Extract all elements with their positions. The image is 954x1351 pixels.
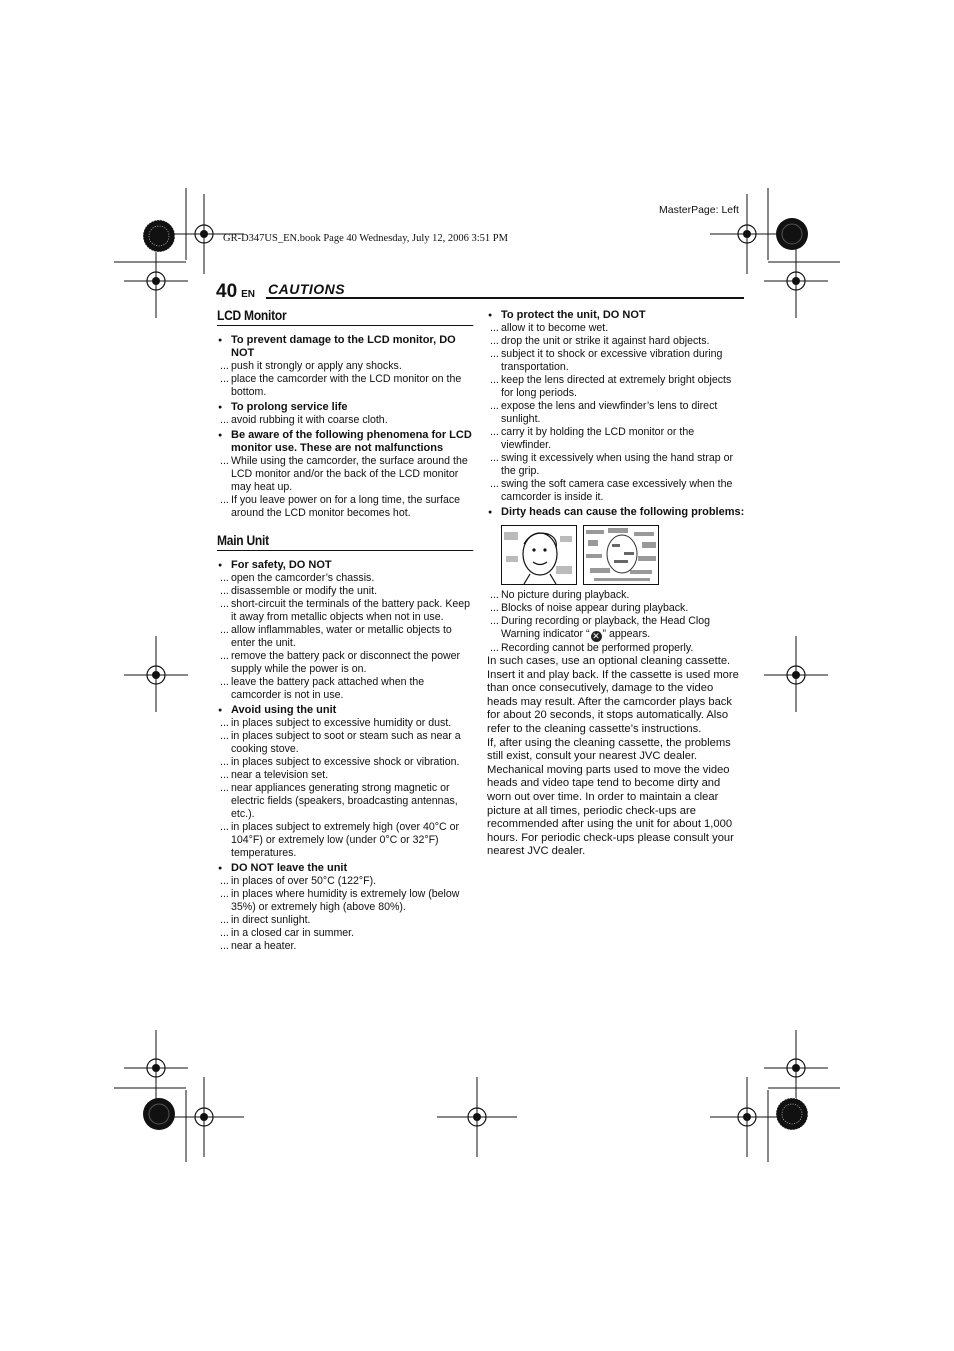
dirty-heads-bullet: ● Dirty heads can cause the following problems: [487, 506, 745, 519]
list-item: ... in places subject to excessive humidity or dust. [217, 717, 475, 730]
paragraph-maintenance: Mechanical moving parts used to move the video heads and video tape tend to become dirty and worn out over time. In order to maintain a clear picture at all times, periodic check-ups are recommended after using the unit for about 1,000 hours. For periodic check-ups please consult your nearest JVC dealer. [487, 763, 734, 858]
list-item: ... Blocks of noise appear during playback. [487, 602, 745, 615]
head-clog-warning-icon: ✕ [592, 631, 600, 641]
list-item: ... If you leave power on for a long time, the surface around the LCD monitor becomes hot. [217, 494, 475, 520]
head-clog-text-post: ” appears. [602, 628, 651, 640]
list-item: ... subject it to shock or excessive vibration during transportation. [487, 348, 745, 374]
list-item: ... Recording cannot be performed properly. [487, 642, 745, 655]
list-item: ... While using the camcorder, the surface around the LCD monitor and/or the back of the LCD monitor may heat up. [217, 455, 475, 494]
list-item: ... in places subject to extremely high (over 40°C or 104°F) or extremely low (under 0°C or 32°F) temperatures. [217, 821, 475, 860]
list-item: ... leave the battery pack attached when the camcorder is not in use. [217, 676, 475, 702]
title-rule [266, 297, 744, 299]
book-info-line: GR-D347US_EN.book Page 40 Wednesday, July 12, 2006 3:51 PM [223, 233, 508, 244]
list-item: ... near appliances generating strong magnetic or electric fields (speakers, broadcasting antennas, etc.). [217, 782, 475, 821]
list-item: ... push it strongly or apply any shocks. [217, 360, 475, 373]
list-item: ... in places of over 50°C (122°F). [217, 875, 475, 888]
list-item: ... in direct sunlight. [217, 914, 475, 927]
list-item: ... remove the battery pack or disconnect the power supply while the power is on. [217, 650, 475, 676]
page-number-value: 40 [216, 281, 238, 302]
list-item: ... place the camcorder with the LCD monitor on the bottom. [217, 373, 475, 399]
masterpage-label: MasterPage: Left [659, 204, 739, 216]
lcd-monitor-heading: LCD Monitor [217, 309, 473, 326]
list-item: ... carry it by holding the LCD monitor or the viewfinder. [487, 426, 745, 452]
list-item: ... keep the lens directed at extremely bright objects for long periods. [487, 374, 745, 400]
list-item: ... in places subject to excessive shock or vibration. [217, 756, 475, 769]
main-unit-heading: Main Unit [217, 534, 473, 551]
list-item: ... in places subject to soot or steam such as near a cooking stove. [217, 730, 475, 756]
illustration-no-picture [501, 525, 577, 585]
list-item: ... avoid rubbing it with coarse cloth. [217, 414, 475, 427]
list-item-head-clog [487, 615, 745, 642]
paragraph-cleaning: In such cases, use an optional cleaning cassette. Insert it and play back. If the cassette is used more than once consecutively, damage to the video heads may result. After the camcorder plays back for about 20 seconds, it stops automatically. Also refer to the cleaning cassette’s instructions. [487, 655, 739, 735]
dirty-heads-illustrations [501, 525, 745, 585]
list-item: ... drop the unit or strike it against hard objects. [487, 335, 745, 348]
list-item: ... allow inflammables, water or metallic objects to enter the unit. [217, 624, 475, 650]
list-item: ... swing it excessively when using the hand strap or the grip. [487, 452, 745, 478]
list-item: ... No picture during playback. [487, 589, 745, 602]
list-item: ... expose the lens and viewfinder’s lens to direct sunlight. [487, 400, 745, 426]
main-bullet-1: ● For safety, DO NOT [217, 559, 475, 572]
list-item: ... near a heater. [217, 940, 475, 953]
list-item: ... short-circuit the terminals of the battery pack. Keep it away from metallic objects when not in use. [217, 598, 475, 624]
head-clog-text-pre: During recording or playback, the Head Clog Warning indicator “ [501, 615, 711, 640]
illustration-noise-blocks [583, 525, 659, 585]
lcd-bullet-2: ● To prolong service life [217, 401, 475, 414]
list-item: ... near a television set. [217, 769, 475, 782]
list-item: ... allow it to become wet. [487, 322, 745, 335]
lcd-bullet-1: ● To prevent damage to the LCD monitor, DO NOT [217, 334, 475, 360]
section-title: CAUTIONS [268, 281, 346, 297]
page-number [216, 281, 255, 303]
list-item: ... disassemble or modify the unit. [217, 585, 475, 598]
list-item: ... in a closed car in summer. [217, 927, 475, 940]
list-item: ... in places where humidity is extremely low (below 35%) or extremely high (above 80%). [217, 888, 475, 914]
list-item: ... swing the soft camera case excessively when the camcorder is inside it. [487, 478, 745, 504]
main-bullet-2: ● Avoid using the unit [217, 704, 475, 717]
paragraph-problems: If, after using the cleaning cassette, the problems still exist, consult your nearest JVC dealer. [487, 736, 731, 763]
language-code: EN [241, 289, 256, 300]
left-column [217, 307, 475, 953]
list-item: ... open the camcorder’s chassis. [217, 572, 475, 585]
lcd-bullet-3: ● Be aware of the following phenomena for LCD monitor use. These are not malfunctions [217, 429, 475, 455]
right-column [487, 307, 745, 859]
main-bullet-3: ● DO NOT leave the unit [217, 862, 475, 875]
protect-bullet: ● To protect the unit, DO NOT [487, 309, 745, 322]
